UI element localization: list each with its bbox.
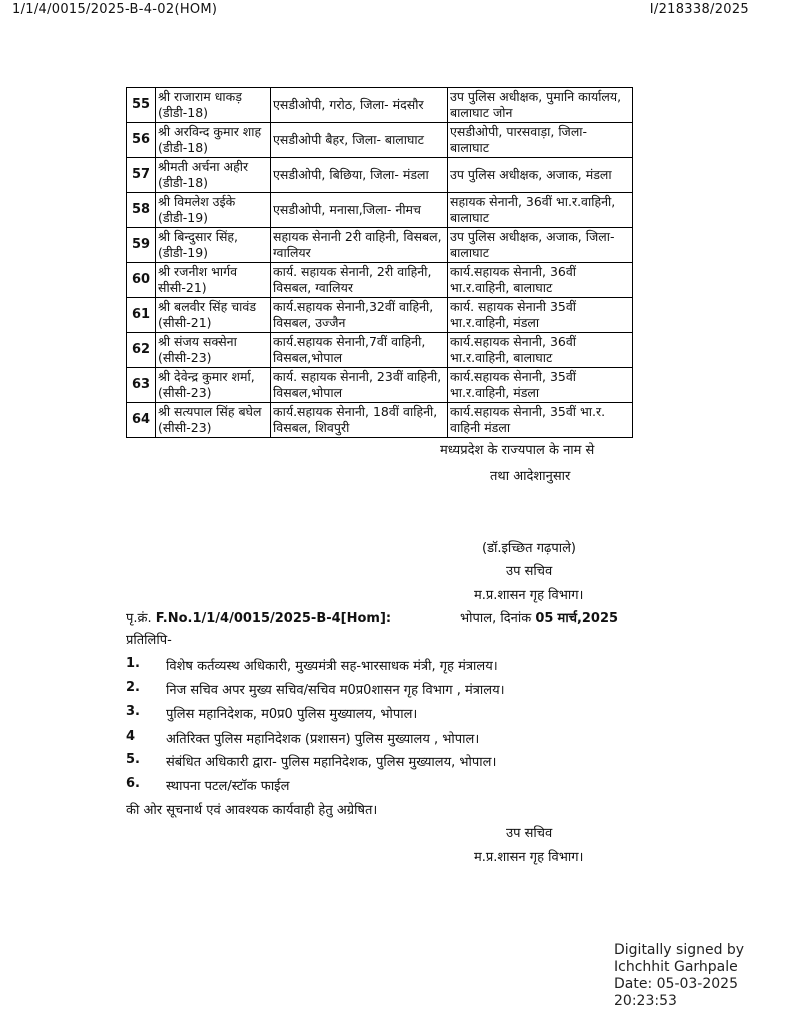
current-posting: कार्य. सहायक सेनानी, 23वीं वाहिनी, विसबल,भोपाल (271, 368, 448, 403)
signatory-designation: उप सचिव (506, 564, 553, 579)
signer-name: Ichchhit Garhpale (614, 959, 738, 975)
table-row (127, 123, 633, 158)
digital-signature-block (614, 942, 744, 1010)
endorsement-department: म.प्र.शासन गृह विभाग। (474, 850, 584, 865)
signatory-name: (डॉ.इच्छित गढ़पाले) (482, 541, 576, 556)
serial-number: 56 (127, 123, 156, 158)
officer-name: श्री संजय सक्सेना (सीसी-23) (156, 333, 271, 368)
serial-number: 64 (127, 403, 156, 438)
forwarding-note: की ओर सूचनार्थ एवं आवश्यक कार्यवाही हेतु अग्रेषित। (126, 803, 378, 818)
new-posting: कार्य.सहायक सेनानी, 35वीं भा.र.वाहिनी, मंडला (448, 368, 633, 403)
copy-item-number: 6. (126, 776, 140, 791)
serial-number: 55 (127, 88, 156, 123)
new-posting: कार्य. सहायक सेनानी 35वीं भा.र.वाहिनी, मंडला (448, 298, 633, 333)
current-posting: सहायक सेनानी 2री वाहिनी, विसबल, ग्वालियर (271, 228, 448, 263)
table-row (127, 333, 633, 368)
copy-item-text: पुलिस महानिदेशक, म0प्र0 पुलिस मुख्यालय, भोपाल। (166, 707, 418, 722)
officer-name: श्री विमलेश उईके (डीडी-19) (156, 193, 271, 228)
copy-item-text: संबंधित अधिकारी द्वारा- पुलिस महानिदेशक, पुलिस मुख्यालय, भोपाल। (166, 755, 497, 770)
signature-line: Digitally signed by (614, 942, 745, 958)
reference-number: F.No.1/1/4/0015/2025-B-4[Hom]: (155, 611, 392, 626)
officer-name: श्री देवेन्द्र कुमार शर्मा, (सीसी-23) (156, 368, 271, 403)
new-posting: उप पुलिस अधीक्षक, पुमानि कार्यालय, बालाघाट जोन (448, 88, 633, 123)
serial-number: 57 (127, 158, 156, 193)
current-posting: कार्य.सहायक सेनानी,32वीं वाहिनी, विसबल, उज्जैन (271, 298, 448, 333)
new-posting: उप पुलिस अधीक्षक, अजाक, मंडला (448, 158, 633, 193)
current-posting: एसडीओपी, मनासा,जिला- नीमच (271, 193, 448, 228)
copy-item-number: 1. (126, 656, 140, 671)
officer-name: श्री बिन्दुसार सिंह, (डीडी-19) (156, 228, 271, 263)
table-row (127, 193, 633, 228)
current-posting: एसडीओपी, गरोठ, जिला- मंदसौर (271, 88, 448, 123)
signature-date: Date: 05-03-2025 (614, 976, 738, 992)
reference-label: पृ.क्रं. (126, 611, 152, 626)
date-day: 05 (535, 611, 554, 626)
table-row (127, 263, 633, 298)
officer-name: श्री अरविन्द कुमार शाह (डीडी-18) (156, 123, 271, 158)
order-authority-line: तथा आदेशानुसार (490, 469, 571, 484)
place-date (460, 608, 618, 626)
table-row (127, 368, 633, 403)
current-posting: एसडीओपी बैहर, जिला- बालाघाट (271, 123, 448, 158)
officer-name: श्री राजाराम धाकड़ (डीडी-18) (156, 88, 271, 123)
signatory-department: म.प्र.शासन गृह विभाग। (474, 588, 584, 603)
table-row (127, 228, 633, 263)
place-date-prefix: भोपाल, दिनांक (460, 611, 532, 626)
table-row (127, 403, 633, 438)
endorsement-designation: उप सचिव (506, 826, 553, 841)
officer-name: श्री बलवीर सिंह चावंड (सीसी-21) (156, 298, 271, 333)
copy-item-text: विशेष कर्तव्यस्थ अधिकारी, मुख्यमंत्री सह-भारसाधक मंत्री, गृह मंत्रालय। (166, 659, 498, 674)
document-number: I/218338/2025 (649, 2, 749, 17)
table-row (127, 158, 633, 193)
copy-item-number: 3. (126, 704, 140, 719)
serial-number: 58 (127, 193, 156, 228)
signature-time: 20:23:53 (614, 993, 677, 1009)
copy-item-text: निज सचिव अपर मुख्य सचिव/सचिव म0प्र0शासन गृह विभाग , मंत्रालय। (166, 683, 505, 698)
serial-number: 60 (127, 263, 156, 298)
current-posting: कार्य.सहायक सेनानी,7वीं वाहिनी, विसबल,भोपाल (271, 333, 448, 368)
copy-item-text: स्थापना पटल/स्टॉक फाईल (166, 779, 290, 794)
new-posting: उप पुलिस अधीक्षक, अजाक, जिला-बालाघाट (448, 228, 633, 263)
file-reference: 1/1/4/0015/2025-B-4-02(HOM) (12, 2, 218, 17)
transfer-table (126, 87, 633, 438)
new-posting: कार्य.सहायक सेनानी, 36वीं भा.र.वाहिनी, बालाघाट (448, 263, 633, 298)
current-posting: एसडीओपी, बिछिया, जिला- मंडला (271, 158, 448, 193)
table-row (127, 298, 633, 333)
new-posting: एसडीओपी, पारसवाड़ा, जिला- बालाघाट (448, 123, 633, 158)
serial-number: 62 (127, 333, 156, 368)
copy-item-number: 4 (126, 729, 136, 744)
copy-item-number: 5. (126, 752, 140, 767)
officer-name: श्रीमती अर्चना अहीर (डीडी-18) (156, 158, 271, 193)
serial-number: 59 (127, 228, 156, 263)
new-posting: कार्य.सहायक सेनानी, 36वीं भा.र.वाहिनी, बालाघाट (448, 333, 633, 368)
endorsement-reference (126, 608, 391, 626)
copy-item-number: 2. (126, 680, 140, 695)
officer-name: श्री सत्यपाल सिंह बघेल (सीसी-23) (156, 403, 271, 438)
current-posting: कार्य. सहायक सेनानी, 2री वाहिनी, विसबल, ग्वालियर (271, 263, 448, 298)
new-posting: कार्य.सहायक सेनानी, 35वीं भा.र. वाहिनी मंडला (448, 403, 633, 438)
governor-order-line: मध्यप्रदेश के राज्यपाल के नाम से (440, 443, 595, 458)
table-row (127, 88, 633, 123)
date-month-year: मार्च,2025 (557, 611, 619, 626)
serial-number: 61 (127, 298, 156, 333)
officer-name: श्री रजनीश भार्गव सीसी-21) (156, 263, 271, 298)
current-posting: कार्य.सहायक सेनानी, 18वीं वाहिनी, विसबल, शिवपुरी (271, 403, 448, 438)
copy-to-heading: प्रतिलिपि- (126, 633, 172, 648)
serial-number: 63 (127, 368, 156, 403)
new-posting: सहायक सेनानी, 36वीं भा.र.वाहिनी, बालाघाट (448, 193, 633, 228)
copy-item-text: अतिरिक्त पुलिस महानिदेशक (प्रशासन) पुलिस मुख्यालय , भोपाल। (166, 732, 480, 747)
